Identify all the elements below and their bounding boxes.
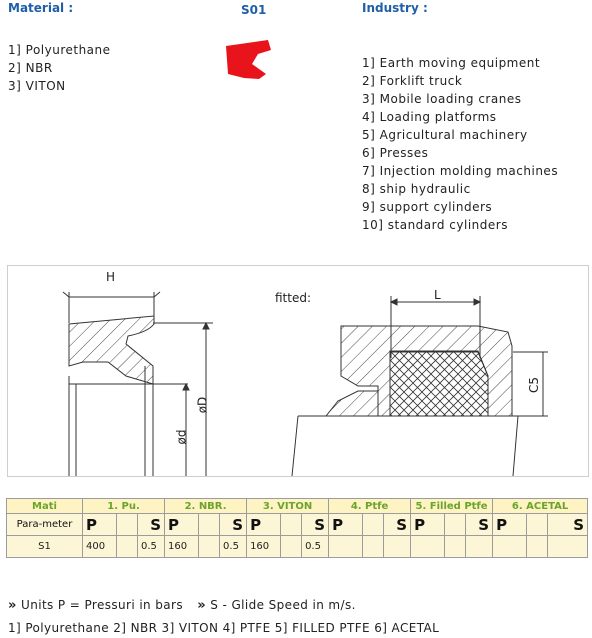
s-label: S: [302, 514, 329, 536]
spec-table: [6, 498, 588, 558]
industry-item: 2] Forklift truck: [362, 74, 463, 88]
dimension-l-label: L: [434, 288, 441, 302]
seal-profile-icon: [222, 38, 274, 80]
arrow-icon: »: [197, 598, 207, 613]
industry-heading: Industry :: [362, 1, 428, 15]
dimension-c5-label: C5: [527, 376, 542, 394]
units-s-text: S - Glide Speed in m/s.: [210, 598, 356, 612]
p-value: [329, 536, 363, 558]
material-heading: Material :: [8, 1, 74, 15]
industry-list: [362, 54, 558, 234]
p-label: P: [83, 514, 117, 536]
p-value: [411, 536, 445, 558]
dimension-D-label: øD: [195, 396, 210, 414]
material-list: [8, 41, 111, 95]
arrow-icon: »: [8, 598, 17, 613]
industry-item: 8] ship hydraulic: [362, 182, 471, 196]
s-label: S: [220, 514, 247, 536]
industry-item: 1] Earth moving equipment: [362, 56, 541, 70]
p-value: 160: [165, 536, 199, 558]
p-value: 400: [83, 536, 117, 558]
industry-item: 4] Loading platforms: [362, 110, 497, 124]
material-header: 3. VITON: [247, 499, 329, 514]
p-label: P: [165, 514, 199, 536]
p-value: 160: [247, 536, 281, 558]
material-header: 1. Pu.: [83, 499, 165, 514]
material-header: 6. ACETAL: [493, 499, 588, 514]
s-label: S: [384, 514, 411, 536]
s-value: [548, 536, 588, 558]
p-label: P: [329, 514, 363, 536]
industry-item: 7] Injection molding machines: [362, 164, 559, 178]
s-label: S: [466, 514, 493, 536]
industry-item: 6] Presses: [362, 146, 429, 160]
material-item: 3] VITON: [8, 79, 66, 93]
units-p-text: Units P = Pressuri in bars: [21, 598, 184, 612]
material-header: 5. Filled Ptfe: [411, 499, 493, 514]
p-label: P: [411, 514, 445, 536]
industry-item: 5] Agricultural machinery: [362, 128, 528, 142]
material-header: 2. NBR.: [165, 499, 247, 514]
s-value: 0.5: [220, 536, 247, 558]
material-item: 2] NBR: [8, 61, 53, 75]
dimension-d-label: ød: [174, 429, 189, 445]
s-value: 0.5: [302, 536, 329, 558]
s-label: S: [548, 514, 588, 536]
s-label: S: [138, 514, 165, 536]
fitted-label: fitted:: [275, 291, 312, 305]
profile-code: S01: [241, 3, 267, 17]
p-value: [493, 536, 527, 558]
table-parameter-row: [7, 514, 588, 536]
table-row: [7, 536, 588, 558]
p-label: P: [493, 514, 527, 536]
table-header-row: [7, 499, 588, 514]
industry-item: 3] Mobile loading cranes: [362, 92, 522, 106]
material-header: 4. Ptfe: [329, 499, 411, 514]
units-note: [8, 598, 356, 613]
technical-drawing: [7, 265, 589, 477]
materials-legend: 1] Polyurethane 2] NBR 3] VITON 4] PTFE 5] FILLED PTFE 6] ACETAL: [8, 621, 440, 635]
s-value: [384, 536, 411, 558]
s-value: [466, 536, 493, 558]
row-label: S1: [7, 536, 83, 558]
s-value: 0.5: [138, 536, 165, 558]
industry-item: 10] standard cylinders: [362, 218, 508, 232]
material-item: 1] Polyurethane: [8, 43, 111, 57]
mati-header: Mati: [7, 499, 83, 514]
dimension-h-label: H: [106, 270, 116, 284]
p-label: P: [247, 514, 281, 536]
parameter-label: Para-meter: [7, 514, 83, 536]
industry-item: 9] support cylinders: [362, 200, 493, 214]
